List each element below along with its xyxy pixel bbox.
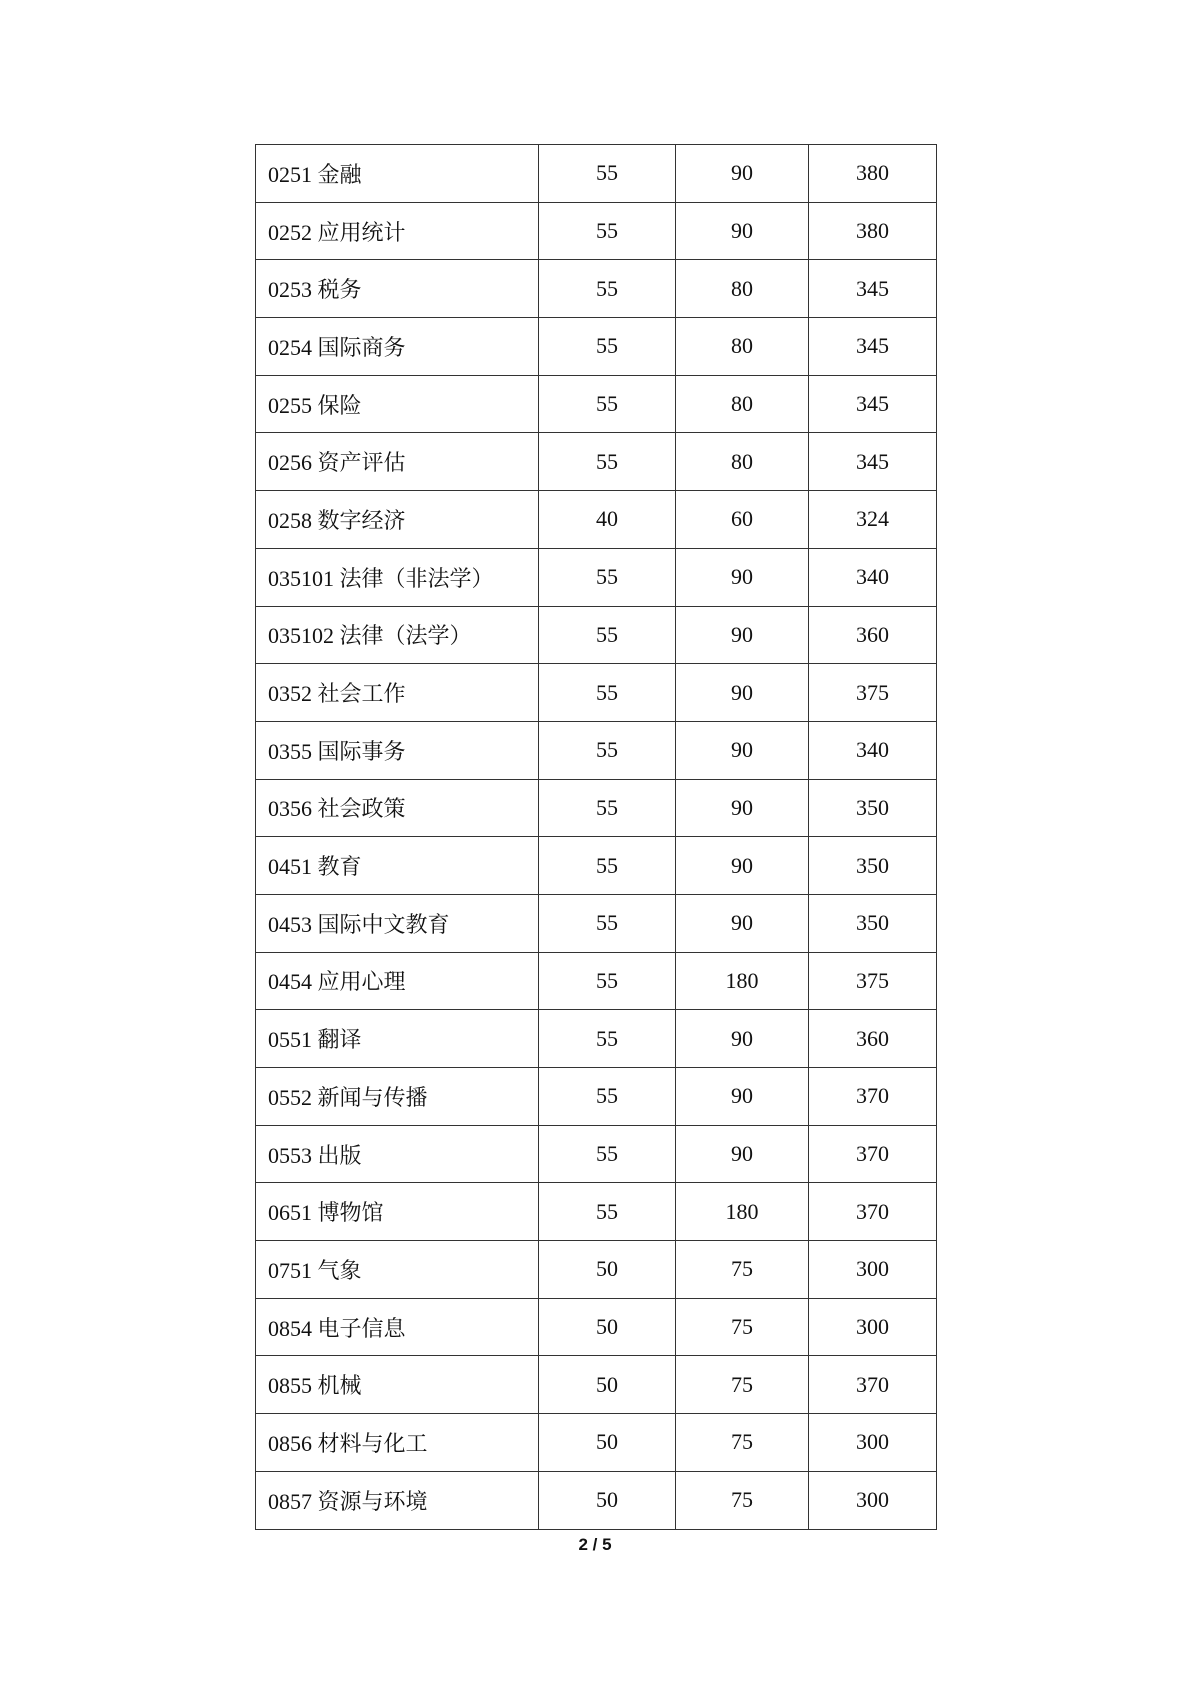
program-cell: 0651 博物馆 — [256, 1183, 539, 1241]
table-row — [256, 375, 937, 433]
table-row — [256, 837, 937, 895]
score-a-cell: 55 — [539, 375, 676, 433]
score-b-cell: 75 — [676, 1414, 809, 1472]
total-score-cell: 345 — [809, 318, 937, 376]
score-a-cell: 55 — [539, 145, 676, 203]
program-cell: 0751 气象 — [256, 1241, 539, 1299]
score-a-cell: 55 — [539, 721, 676, 779]
score-b-cell: 90 — [676, 606, 809, 664]
score-a-cell: 55 — [539, 1010, 676, 1068]
score-a-cell: 50 — [539, 1241, 676, 1299]
table-row — [256, 202, 937, 260]
score-a-cell: 40 — [539, 491, 676, 549]
total-score-cell: 380 — [809, 145, 937, 203]
program-cell: 0256 资产评估 — [256, 433, 539, 491]
total-score-cell: 324 — [809, 491, 937, 549]
score-b-cell: 90 — [676, 1125, 809, 1183]
table-row — [256, 664, 937, 722]
score-b-cell: 80 — [676, 260, 809, 318]
table-row — [256, 433, 937, 491]
score-b-cell: 180 — [676, 1183, 809, 1241]
total-score-cell: 300 — [809, 1298, 937, 1356]
table-row — [256, 1471, 937, 1529]
program-cell: 0551 翻译 — [256, 1010, 539, 1068]
total-score-cell: 375 — [809, 952, 937, 1010]
total-score-cell: 345 — [809, 375, 937, 433]
total-score-cell: 360 — [809, 1010, 937, 1068]
program-cell: 0451 教育 — [256, 837, 539, 895]
score-b-cell: 75 — [676, 1298, 809, 1356]
score-b-cell: 80 — [676, 375, 809, 433]
score-a-cell: 55 — [539, 606, 676, 664]
table-row — [256, 1241, 937, 1299]
table-row — [256, 894, 937, 952]
table-row — [256, 1183, 937, 1241]
score-a-cell: 55 — [539, 318, 676, 376]
score-a-cell: 55 — [539, 433, 676, 491]
table-row — [256, 1068, 937, 1126]
score-b-cell: 80 — [676, 318, 809, 376]
program-cell: 0454 应用心理 — [256, 952, 539, 1010]
program-cell: 0253 税务 — [256, 260, 539, 318]
table-row — [256, 952, 937, 1010]
table-row — [256, 491, 937, 549]
program-cell: 0355 国际事务 — [256, 721, 539, 779]
table-body — [256, 145, 937, 1530]
total-score-cell: 345 — [809, 260, 937, 318]
score-b-cell: 90 — [676, 1068, 809, 1126]
program-cell: 0258 数字经济 — [256, 491, 539, 549]
program-cell: 0356 社会政策 — [256, 779, 539, 837]
total-score-cell: 340 — [809, 548, 937, 606]
program-cell: 0255 保险 — [256, 375, 539, 433]
total-score-cell: 300 — [809, 1414, 937, 1472]
score-a-cell: 50 — [539, 1471, 676, 1529]
score-b-cell: 75 — [676, 1471, 809, 1529]
total-score-cell: 350 — [809, 837, 937, 895]
table-row — [256, 1010, 937, 1068]
score-b-cell: 90 — [676, 894, 809, 952]
score-a-cell: 55 — [539, 1125, 676, 1183]
program-cell: 0352 社会工作 — [256, 664, 539, 722]
table-row — [256, 606, 937, 664]
score-a-cell: 55 — [539, 260, 676, 318]
score-a-cell: 55 — [539, 952, 676, 1010]
score-b-cell: 90 — [676, 664, 809, 722]
table-row — [256, 779, 937, 837]
score-b-cell: 90 — [676, 202, 809, 260]
total-score-cell: 300 — [809, 1241, 937, 1299]
program-cell: 0855 机械 — [256, 1356, 539, 1414]
total-score-cell: 350 — [809, 894, 937, 952]
program-cell: 035101 法律（非法学） — [256, 548, 539, 606]
table-row — [256, 1298, 937, 1356]
score-a-cell: 55 — [539, 1183, 676, 1241]
total-score-cell: 350 — [809, 779, 937, 837]
program-cell: 0856 材料与化工 — [256, 1414, 539, 1472]
total-score-cell: 370 — [809, 1356, 937, 1414]
score-b-cell: 75 — [676, 1356, 809, 1414]
score-a-cell: 55 — [539, 548, 676, 606]
table-row — [256, 1125, 937, 1183]
score-b-cell: 90 — [676, 721, 809, 779]
table-row — [256, 548, 937, 606]
total-score-cell: 380 — [809, 202, 937, 260]
score-a-cell: 50 — [539, 1298, 676, 1356]
score-table — [255, 144, 937, 1530]
program-cell: 0857 资源与环境 — [256, 1471, 539, 1529]
table-row — [256, 1356, 937, 1414]
program-cell: 0553 出版 — [256, 1125, 539, 1183]
score-a-cell: 55 — [539, 894, 676, 952]
total-score-cell: 370 — [809, 1068, 937, 1126]
total-score-cell: 370 — [809, 1125, 937, 1183]
table-row — [256, 721, 937, 779]
score-a-cell: 55 — [539, 202, 676, 260]
total-score-cell: 300 — [809, 1471, 937, 1529]
program-cell: 0854 电子信息 — [256, 1298, 539, 1356]
score-b-cell: 90 — [676, 145, 809, 203]
page-number: 2 / 5 — [578, 1535, 612, 1554]
score-a-cell: 50 — [539, 1356, 676, 1414]
score-a-cell: 55 — [539, 779, 676, 837]
total-score-cell: 375 — [809, 664, 937, 722]
score-a-cell: 55 — [539, 837, 676, 895]
program-cell: 0252 应用统计 — [256, 202, 539, 260]
table-row — [256, 145, 937, 203]
table-row — [256, 260, 937, 318]
program-cell: 035102 法律（法学） — [256, 606, 539, 664]
program-cell: 0251 金融 — [256, 145, 539, 203]
program-cell: 0453 国际中文教育 — [256, 894, 539, 952]
score-b-cell: 75 — [676, 1241, 809, 1299]
score-b-cell: 80 — [676, 433, 809, 491]
table-row — [256, 318, 937, 376]
total-score-cell: 345 — [809, 433, 937, 491]
score-b-cell: 180 — [676, 952, 809, 1010]
total-score-cell: 360 — [809, 606, 937, 664]
score-b-cell: 90 — [676, 1010, 809, 1068]
score-b-cell: 60 — [676, 491, 809, 549]
score-a-cell: 55 — [539, 1068, 676, 1126]
total-score-cell: 340 — [809, 721, 937, 779]
score-b-cell: 90 — [676, 548, 809, 606]
total-score-cell: 370 — [809, 1183, 937, 1241]
table-row — [256, 1414, 937, 1472]
score-a-cell: 50 — [539, 1414, 676, 1472]
score-b-cell: 90 — [676, 837, 809, 895]
score-a-cell: 55 — [539, 664, 676, 722]
score-b-cell: 90 — [676, 779, 809, 837]
program-cell: 0552 新闻与传播 — [256, 1068, 539, 1126]
program-cell: 0254 国际商务 — [256, 318, 539, 376]
